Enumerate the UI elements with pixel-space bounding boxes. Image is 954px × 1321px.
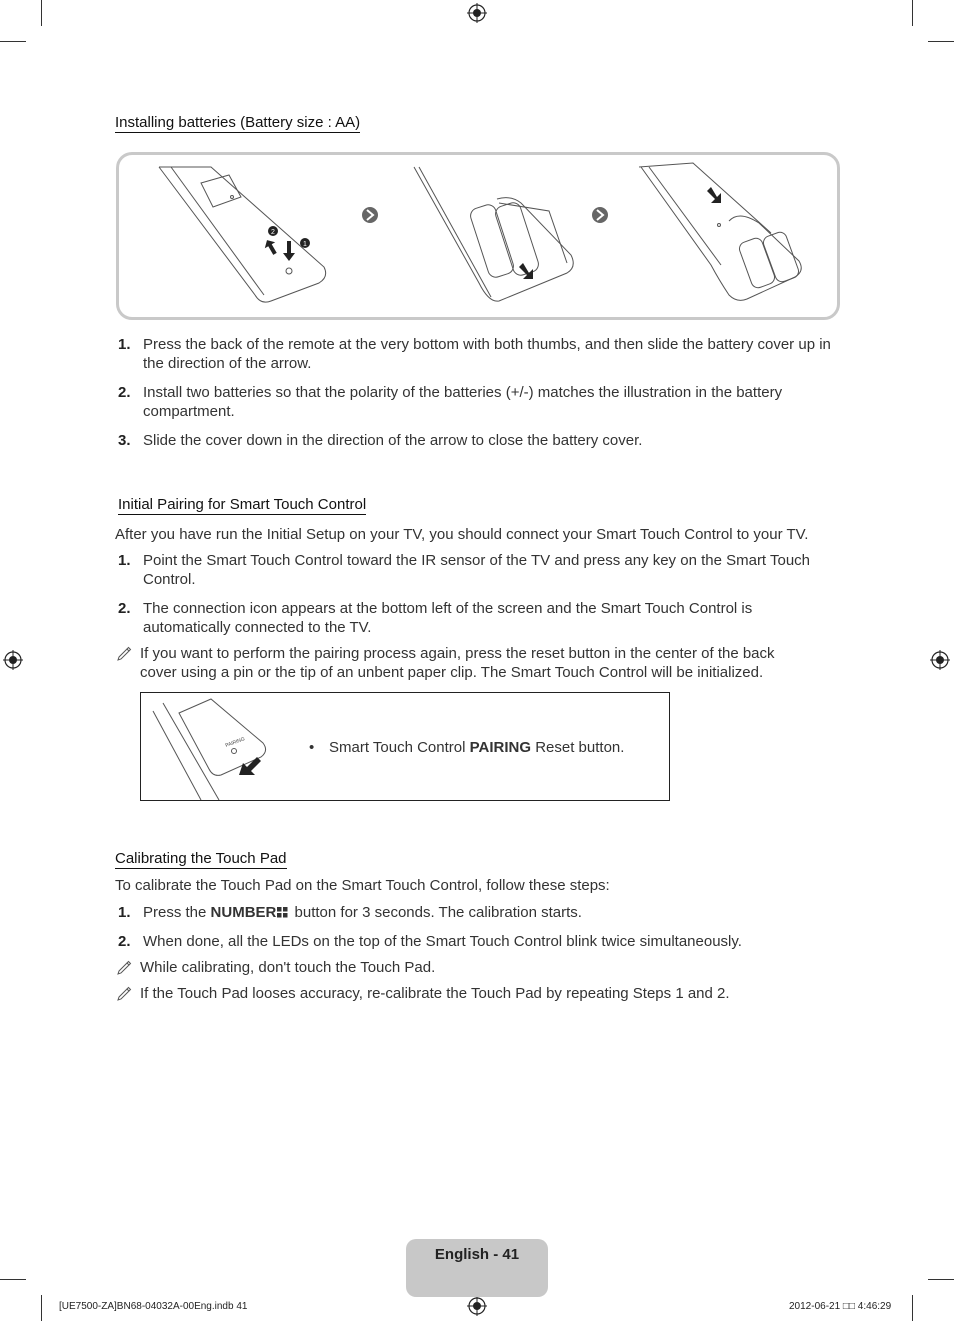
registration-mark-icon	[467, 1296, 487, 1316]
calibration-intro: To calibrate the Touch Pad on the Smart Touch Control, follow these steps:	[115, 877, 610, 894]
step-text: Slide the cover down in the direction of the arrow to close the battery cover.	[143, 432, 643, 449]
crop-mark	[41, 1295, 42, 1321]
number-keyword: NUMBER	[210, 904, 277, 921]
calibration-step-1	[118, 903, 838, 923]
step-text: The connection icon appears at the bottom left of the screen and the Smart Touch Control is automatically connected to the TV.	[143, 600, 753, 636]
step-number: 2.	[118, 933, 131, 950]
battery-illustration	[116, 152, 840, 320]
pairing-note	[116, 644, 838, 684]
footer-timestamp: 2012-06-21 □□ 4:46:29	[789, 1301, 892, 1312]
crop-mark	[928, 41, 954, 42]
step-number: 1.	[118, 336, 131, 353]
reset-label-prefix: Smart Touch Control	[329, 739, 470, 756]
remote-back-drawing	[141, 693, 291, 800]
step-number: 2.	[118, 384, 131, 401]
crop-mark	[0, 41, 26, 42]
bullet-glyph: •	[309, 739, 315, 756]
pencil-note-icon	[116, 958, 134, 976]
battery-step-1	[118, 335, 838, 375]
pairing-intro: After you have run the Initial Setup on your TV, you should connect your Smart Touch Control to your TV.	[115, 526, 809, 543]
section-heading-calibration: Calibrating the Touch Pad	[115, 850, 287, 867]
note-text: If the Touch Pad looses accuracy, re-calibrate the Touch Pad by repeating Steps 1 and 2.	[140, 985, 730, 1002]
number-grid-icon	[277, 907, 288, 918]
section-heading-batteries: Installing batteries (Battery size : AA)	[115, 114, 361, 131]
calibration-step-2	[118, 932, 838, 952]
crop-mark	[912, 1295, 913, 1321]
registration-mark-icon	[930, 650, 950, 670]
battery-illustration-drawing	[119, 155, 837, 317]
step-number: 2.	[118, 600, 131, 617]
pencil-note-icon	[116, 644, 134, 662]
battery-step-3	[118, 431, 838, 451]
calibration-note-2	[116, 984, 838, 1004]
pairing-step-1	[118, 551, 838, 591]
footer-file-name: [UE7500-ZA]BN68-04032A-00Eng.indb 41	[59, 1301, 248, 1312]
step-text: Point the Smart Touch Control toward the IR sensor of the TV and press any key on the Smart Touch Control.	[143, 552, 811, 588]
step-marker: 2	[271, 229, 275, 236]
step-text-suffix: button for 3 seconds. The calibration starts.	[290, 904, 582, 921]
pairing-reset-box	[140, 692, 670, 801]
page-number: English - 41	[434, 1246, 520, 1263]
crop-mark	[41, 0, 42, 26]
step-text: When done, all the LEDs on the top of the Smart Touch Control blink twice simultaneously.	[143, 933, 742, 950]
pencil-note-icon	[116, 984, 134, 1002]
pairing-step-2	[118, 599, 838, 639]
pairing-keyword: PAIRING	[469, 739, 532, 756]
step-number: 3.	[118, 432, 131, 449]
note-text: If you want to perform the pairing process again, press the reset button in the center of the back cover using a pin or the tip of an unbent paper clip. The Smart Touch Control will be initialized.	[140, 645, 775, 681]
step-text	[143, 903, 843, 922]
crop-mark	[0, 1279, 26, 1280]
calibration-note-1	[116, 958, 838, 978]
step-text-prefix: Press the	[143, 904, 211, 921]
crop-mark	[912, 0, 913, 26]
section-heading-pairing: Initial Pairing for Smart Touch Control	[118, 496, 367, 513]
registration-mark-icon	[467, 3, 487, 23]
remote-pairing-label: PAIRING	[224, 736, 246, 749]
note-text: While calibrating, don't touch the Touch Pad.	[140, 959, 436, 976]
reset-label-suffix: Reset button.	[531, 739, 625, 756]
step-marker: 1	[303, 241, 307, 248]
crop-mark	[928, 1279, 954, 1280]
battery-step-2	[118, 383, 838, 423]
step-number: 1.	[118, 552, 131, 569]
step-number: 1.	[118, 904, 131, 921]
step-text: Install two batteries so that the polarity of the batteries (+/-) matches the illustration in the battery compartment.	[143, 384, 783, 420]
pairing-reset-label	[329, 739, 624, 756]
pairing-bullet	[309, 739, 314, 756]
step-text: Press the back of the remote at the very bottom with both thumbs, and then slide the battery cover up in the direction of the arrow.	[143, 336, 831, 372]
registration-mark-icon	[3, 650, 23, 670]
